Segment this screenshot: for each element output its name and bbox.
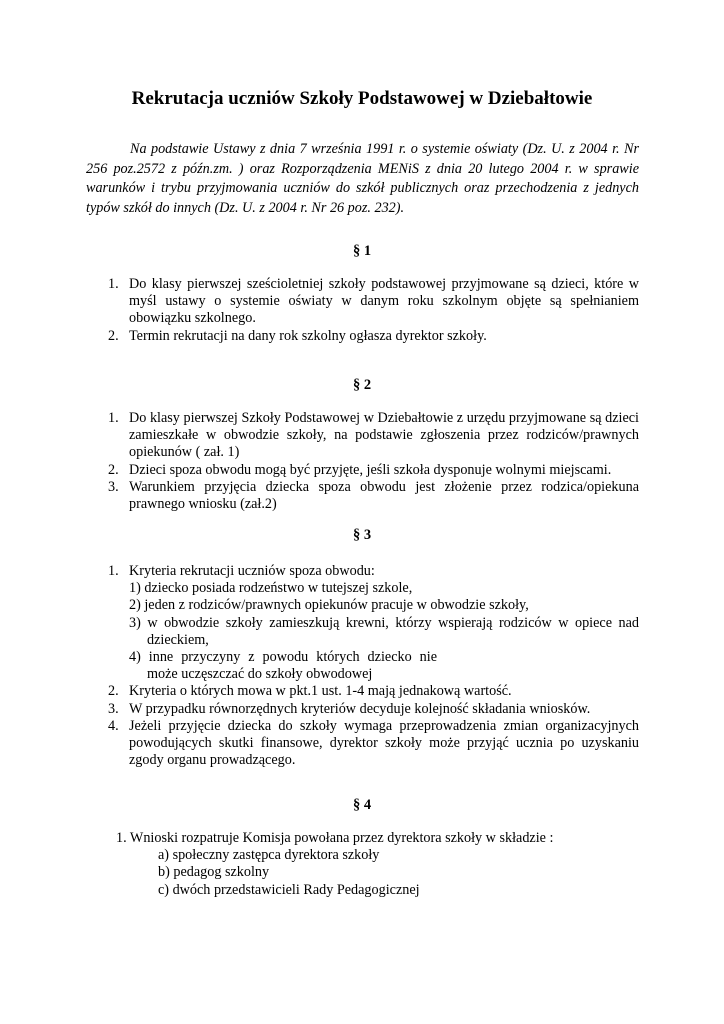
section-2-list bbox=[108, 410, 639, 513]
item-text: W przypadku równorzędnych kryteriów decyduje kolejność składania wniosków. bbox=[129, 700, 591, 717]
item-number: 1. bbox=[108, 410, 119, 426]
section-1-heading: § 1 bbox=[352, 243, 372, 259]
sub-item: 2) jeden z rodziców/prawnych opiekunów pracuje w obwodzie szkoły, bbox=[129, 597, 529, 614]
section-4-list bbox=[116, 830, 636, 899]
list-item bbox=[108, 563, 639, 683]
list-item bbox=[108, 276, 639, 328]
list-item bbox=[108, 701, 639, 718]
list-item: 1. Wnioski rozpatruje Komisja powołana przez dyrektora szkoły w składzie : bbox=[116, 830, 554, 846]
item-text: Termin rekrutacji na dany rok szkolny ogłasza dyrektor szkoły. bbox=[129, 327, 487, 344]
document-title: Rekrutacja uczniów Szkoły Podstawowej w Dziebałtowie bbox=[131, 88, 593, 109]
list-item bbox=[108, 462, 639, 479]
committee-member: a) społeczny zastępca dyrektora szkoły bbox=[158, 847, 380, 864]
intro-text: Na podstawie Ustawy z dnia 7 września 1991 r. o systemie oświaty (Dz. U. z 2004 r. Nr 256 poz.2572 z późn.zm. ) oraz Rozporządzenia MENiS z dnia 20 lutego 2004 r. w sprawie warunków i trybu przyjmowania uczniów do szkół publicznych oraz przechodzenia z jednych typów szkół do innych (Dz. U. z 2004 r. Nr 26 poz. 232). bbox=[86, 141, 639, 216]
item-text: Kryteria rekrutacji uczniów spoza obwodu: bbox=[129, 563, 375, 579]
item-number: 3. bbox=[108, 700, 119, 717]
committee-member: c) dwóch przedstawicieli Rady Pedagogicznej bbox=[158, 881, 420, 898]
list-item bbox=[108, 718, 639, 770]
item-text: Do klasy pierwszej sześcioletniej szkoły podstawowej przyjmowane są dzieci, które w myśl ustawy o systemie oświaty w danym roku szkolnym objęte są spełnianiem obowiązku szkolnego. bbox=[129, 276, 639, 327]
item-text: Jeżeli przyjęcie dziecka do szkoły wymaga przeprowadzenia zmian organizacyjnych powodujących skutki finansowe, dyrektor szkoły może przyjąć ucznia po uzyskaniu zgody organu prowadzącego. bbox=[129, 717, 639, 769]
section-4-heading: § 4 bbox=[352, 797, 372, 813]
list-item bbox=[108, 410, 639, 462]
committee-member: b) pedagog szkolny bbox=[158, 864, 270, 881]
section-3-heading: § 3 bbox=[352, 527, 372, 543]
sub-item: 4) inne przyczyny z powodu których dziecko nie może uczęszczać do szkoły obwodowej bbox=[129, 649, 437, 683]
section-2-heading: § 2 bbox=[352, 377, 372, 393]
sub-item: 3) w obwodzie szkoły zamieszkują krewni, którzy wspierają rodziców w opiece nad dzieckiem, bbox=[129, 614, 639, 648]
section-3-list bbox=[108, 563, 639, 769]
list-item bbox=[108, 328, 639, 345]
item-number: 1. bbox=[108, 563, 119, 579]
item-number: 2. bbox=[108, 461, 119, 478]
item-text: Dzieci spoza obwodu mogą być przyjęte, jeśli szkoła dysponuje wolnymi miejscami. bbox=[129, 461, 612, 478]
item-text: Warunkiem przyjęcia dziecka spoza obwodu jest złożenie przez rodzica/opiekuna prawnego wniosku (zał.2) bbox=[129, 478, 639, 513]
item-number: 3. bbox=[108, 478, 119, 495]
item-number: 4. bbox=[108, 717, 119, 734]
item-number: 1. bbox=[108, 276, 119, 292]
item-text: Kryteria o których mowa w pkt.1 ust. 1-4 mają jednakową wartość. bbox=[129, 683, 512, 700]
list-item bbox=[108, 479, 639, 513]
item-number: 2. bbox=[108, 683, 119, 700]
item-text: Do klasy pierwszej Szkoły Podstawowej w Dziebałtowie z urzędu przyjmowane są dzieci zamieszkałe w obwodzie szkoły, na podstawie zgłoszenia przez rodziców/prawnych opiekunów ( zał. 1) bbox=[129, 410, 639, 461]
intro-paragraph bbox=[86, 140, 639, 218]
section-1-list bbox=[108, 276, 639, 345]
sub-item: 1) dziecko posiada rodzeństwo w tutejszej szkole, bbox=[129, 580, 413, 597]
item-number: 2. bbox=[108, 327, 119, 344]
criteria-sublist bbox=[129, 580, 639, 683]
list-item bbox=[108, 683, 639, 700]
